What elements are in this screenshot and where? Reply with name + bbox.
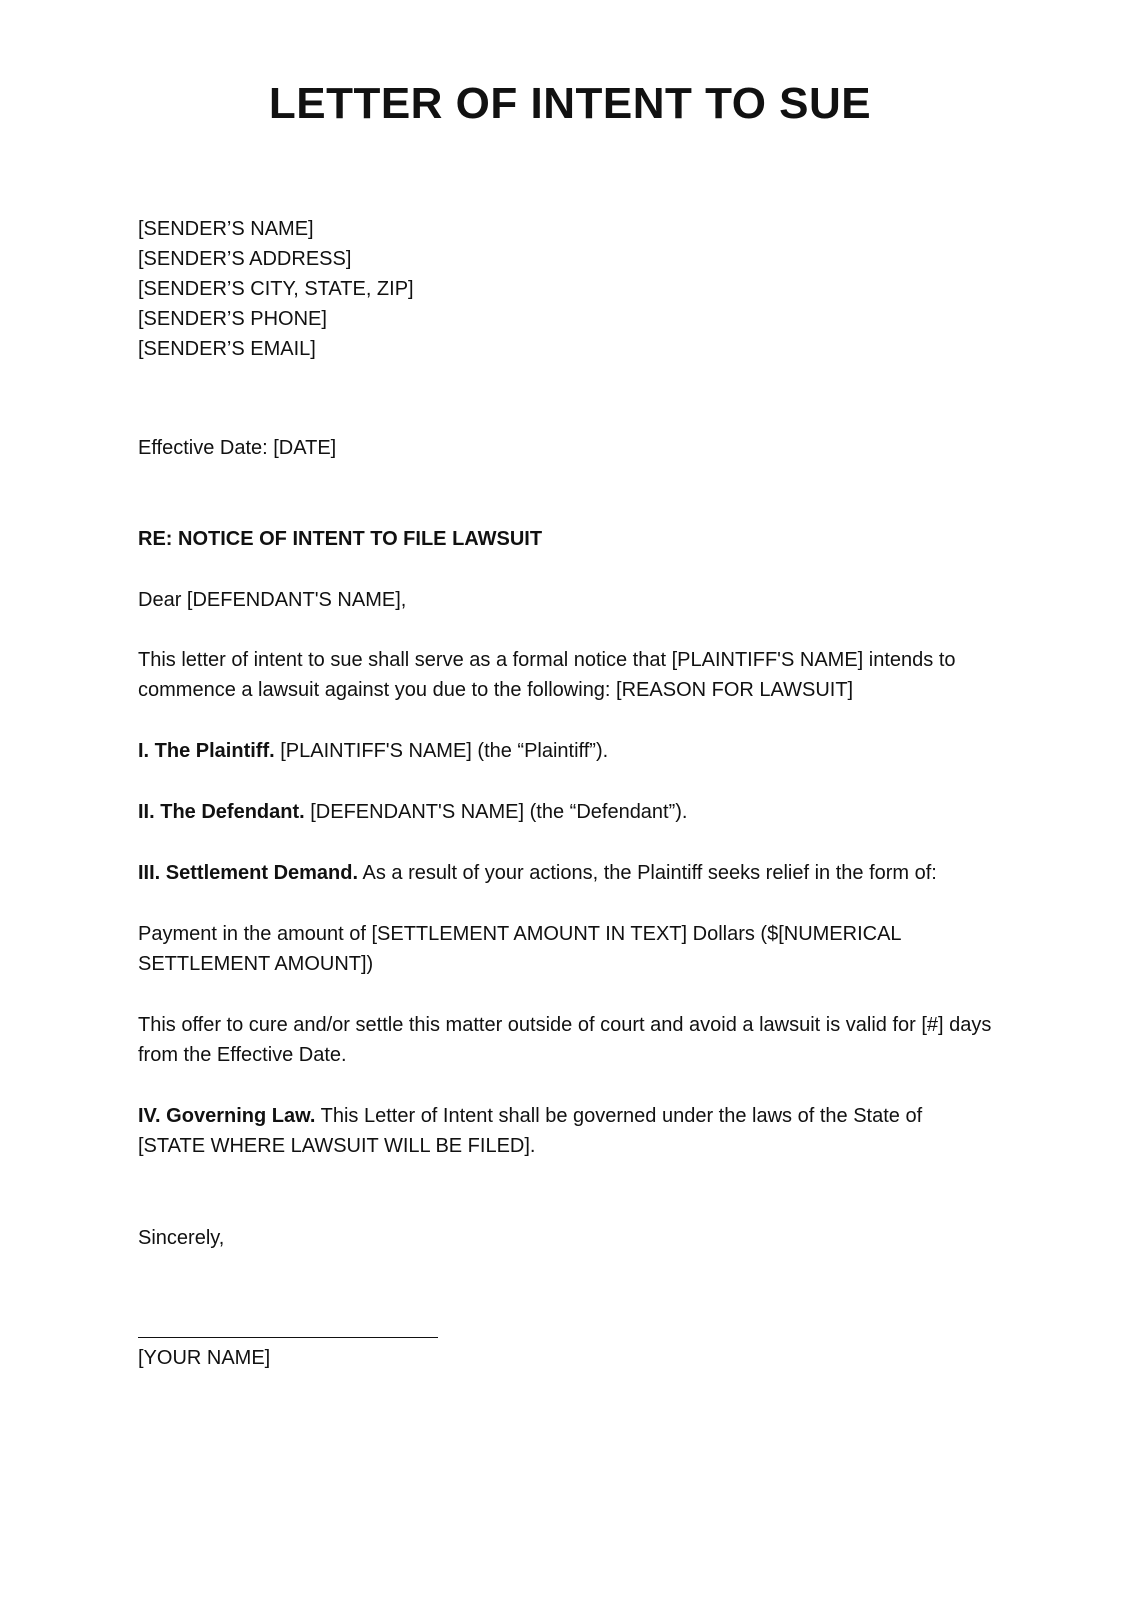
sender-city-state-zip: [SENDER’S CITY, STATE, ZIP] (138, 278, 414, 300)
section-governing-law (138, 1101, 978, 1161)
closing: Sincerely, (138, 1227, 225, 1249)
section-defendant-heading: II. The Defendant. (138, 801, 305, 823)
section-governing-law-heading: IV. Governing Law. (138, 1105, 316, 1127)
section-plaintiff (138, 736, 1008, 766)
section-defendant-text: [DEFENDANT'S NAME] (the “Defendant”). (304, 801, 688, 823)
sender-phone: [SENDER’S PHONE] (138, 308, 327, 330)
signature-line (138, 1337, 438, 1338)
sender-block (138, 214, 1008, 364)
section-settlement-heading: III. Settlement Demand. (138, 862, 359, 884)
re-line-text: RE: NOTICE OF INTENT TO FILE LAWSUIT (138, 528, 543, 550)
section-settlement-text: As a result of your actions, the Plaintiff seeks relief in the form of: (358, 862, 937, 884)
section-plaintiff-text: [PLAINTIFF'S NAME] (the “Plaintiff”). (274, 740, 609, 762)
offer-paragraph: This offer to cure and/or settle this matter outside of court and avoid a lawsuit is valid for [#] days from the Effective Date. (138, 1014, 992, 1066)
sender-name: [SENDER’S NAME] (138, 218, 314, 240)
section-plaintiff-heading: I. The Plaintiff. (138, 740, 275, 762)
re-line (138, 524, 1008, 554)
signature-name: [YOUR NAME] (138, 1347, 271, 1369)
intro-paragraph: This letter of intent to sue shall serve as a formal notice that [PLAINTIFF'S NAME] intends to commence a lawsuit against you due to the following: [REASON FOR LAWSUIT] (138, 649, 956, 701)
salutation: Dear [DEFENDANT'S NAME], (138, 589, 407, 611)
effective-date: Effective Date: [DATE] (138, 437, 337, 459)
section-defendant (138, 797, 1008, 827)
payment-paragraph: Payment in the amount of [SETTLEMENT AMOUNT IN TEXT] Dollars ($[NUMERICAL SETTLEMENT AMOUNT]) (138, 923, 901, 975)
section-settlement (138, 858, 1008, 888)
sender-email: [SENDER’S EMAIL] (138, 338, 316, 360)
section-governing-law-text: This Letter of Intent shall be governed under the laws of the State of [STATE WHERE LAWSUIT WILL BE FILED]. (138, 1105, 923, 1157)
sender-address: [SENDER’S ADDRESS] (138, 248, 352, 270)
document-title: LETTER OF INTENT TO SUE (268, 79, 872, 128)
